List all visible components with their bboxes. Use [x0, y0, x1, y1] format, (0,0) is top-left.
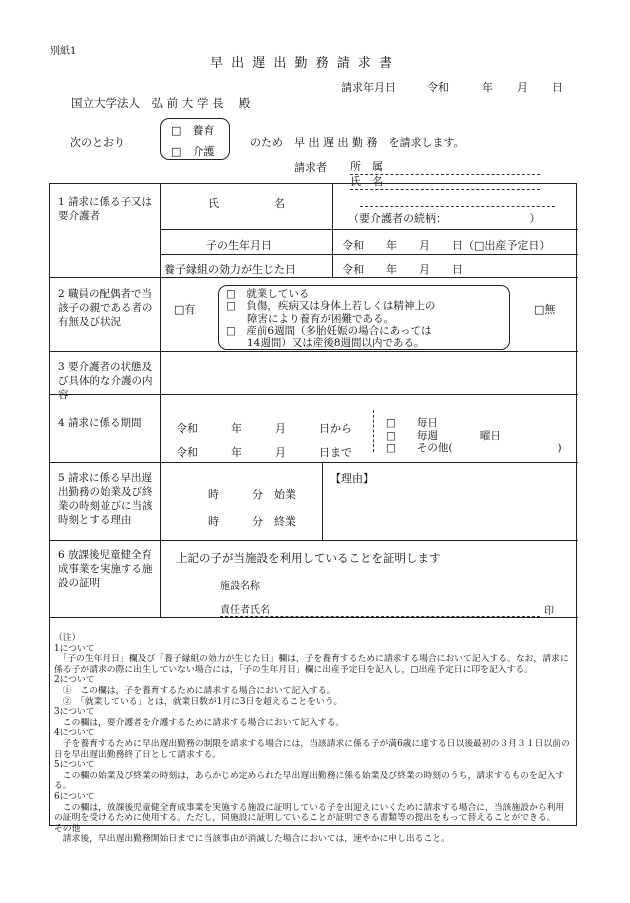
request-date-day: 日 [552, 81, 563, 94]
spouse-illness-option-cont: 障害により養育が困難である。 [226, 312, 394, 325]
row1-label: 1 請求に係る子又は要介護者 [58, 196, 153, 222]
period-to-field[interactable]: 令和 年 月 日まで [176, 446, 352, 459]
seal-mark: 印 [544, 606, 554, 617]
spouse-working-option[interactable]: □ 就業している [226, 288, 310, 300]
addressee: 国立大学法人 弘 前 大 学 長 殿 [71, 96, 251, 110]
facility-name-label: 施設名称 [220, 581, 260, 592]
request-date-year: 年 [482, 81, 493, 94]
spouse-maternity-option-cont: 14週間）又は産後8週間以内である。 [226, 337, 425, 350]
start-time-field[interactable]: 時 分 始業 [208, 488, 296, 501]
birth-date-field[interactable]: 令和 年 月 日（□出産予定日） [342, 239, 551, 252]
row5-label: 5 請求に係る早出遅出勤務の始業及び終業の時刻並びに当該時刻とする理由 [58, 472, 153, 526]
note-item: 子を養育するために早出遅出勤務の制限を請求する場合には，当該請求に係る子が満6歳に達する日以後最初の３月３１日以前の日を早出遅出勤務終了日として請求する。 [54, 738, 570, 760]
spouse-illness-option[interactable]: □ 負傷，疾病又は身体上若しくは精神上の [226, 300, 436, 313]
request-date-label: 請求年月日 [341, 81, 396, 94]
note-item: 1について [54, 643, 95, 654]
note-item: 「子の生年月日」欄及び「養子縁組の効力が生じた日」欄は，子を養育するために請求する場合において記入する。なお，請求に係る子が請求の際に出生していない場合には，「子の生年月日」欄に出産予定日を記入し，□出産予定日に印を記入する。 [54, 654, 569, 675]
birth-date-label: 子の生年月日 [206, 239, 272, 252]
attachment-label: 別紙1 [50, 46, 77, 57]
row2-label: 2 職員の配偶者で当該子の親である者の有無及び状況 [58, 288, 153, 328]
row4-label: 4 請求に係る期間 [58, 417, 142, 429]
note-item: 5について [54, 760, 95, 771]
note-item: ① この欄は，子を養育するために請求する場合において記入する。 [54, 685, 336, 696]
spouse-no-checkbox[interactable]: □無 [534, 303, 556, 316]
option-childcare[interactable]: □ 養育 [171, 124, 215, 137]
request-date-month: 月 [517, 81, 528, 94]
frequency-daily-option[interactable]: □ 毎日 [386, 417, 438, 429]
document-title: 早 出 遅 出 勤 務 請 求 書 [210, 56, 395, 71]
frequency-other-option[interactable]: □ その他( ) [386, 442, 562, 454]
note-item: 6について [54, 791, 95, 802]
note-item: 3について [54, 707, 95, 718]
note-item: 4について [54, 728, 95, 739]
spouse-yes-checkbox[interactable]: □有 [174, 303, 196, 316]
note-item: この欄は，要介護者を介護するために請求する場合において記入する。 [54, 717, 345, 728]
adoption-date-label: 養子縁組の効力が生じた日 [164, 263, 296, 276]
adoption-date-field[interactable]: 令和 年 月 日 [342, 263, 463, 276]
care-details-field[interactable] [162, 354, 574, 392]
frequency-weekly-option[interactable]: □ 毎週 曜日 [386, 429, 501, 442]
note-item: この欄の始業及び終業の時刻は，あらかじめ定められた早出遅出勤務に係る始業及び終業の時刻のうち，請求するものを記入する。 [54, 770, 565, 792]
note-item: 請求後，早出遅出勤務開始日までに当該事由が消滅した場合においては，速やかに申し出ること。 [54, 834, 450, 845]
frequency-options [386, 417, 562, 455]
note-item: ② 「就業している」とは，就業日数が1月に3日を超えることをいう。 [54, 696, 343, 707]
responsible-person-field[interactable]: 責任者氏名 [220, 601, 540, 617]
reason-label: 【理由】 [330, 472, 374, 485]
certification-statement: 上記の子が当施設を利用していることを証明します [176, 551, 441, 565]
request-date-era: 令和 [427, 81, 449, 94]
requester-label: 請求者 [294, 161, 327, 174]
period-from-field[interactable]: 令和 年 月 日から [176, 422, 352, 435]
intro-prefix: 次のとおり [70, 136, 125, 149]
notes-section [54, 633, 572, 845]
dept-field[interactable]: 所 属 [350, 158, 540, 175]
note-item: この欄は，放課後児童健全育成事業を実施する施設に証明している子を出迎えにいくために請求する場合に，当該施設から利用の証明を受けるために使用する。ただし，同施設に証明していることが証明できる書類等の提出をもって替えることができる。 [54, 802, 565, 824]
row6-label: 6 放課後児童健全育成事業を実施する施設の証明 [58, 549, 153, 589]
subject-name-label: 氏 名 [208, 197, 285, 210]
subject-name-field[interactable] [360, 194, 555, 207]
spouse-status-list [226, 288, 435, 349]
notes-heading: （注） [54, 633, 81, 643]
request-form-table [49, 183, 577, 845]
intro-suffix: のため 早 出 遅 出 勤 務 を請求します。 [250, 136, 465, 149]
name-field[interactable]: 氏 名 [350, 173, 540, 190]
reason-field[interactable] [328, 484, 573, 536]
note-item: その他 [54, 823, 81, 834]
row3-label: 3 要介護者の状態及び具体的な介護の内容 [58, 361, 153, 401]
note-item: 2について [54, 675, 95, 686]
relation-field[interactable]: （要介護者の続柄： ） [348, 212, 541, 225]
end-time-field[interactable]: 時 分 終業 [208, 515, 296, 528]
option-nursing-care[interactable]: □ 介護 [171, 145, 215, 158]
spouse-maternity-option[interactable]: □ 産前6週間（多胎妊娠の場合にあっては [226, 324, 432, 337]
